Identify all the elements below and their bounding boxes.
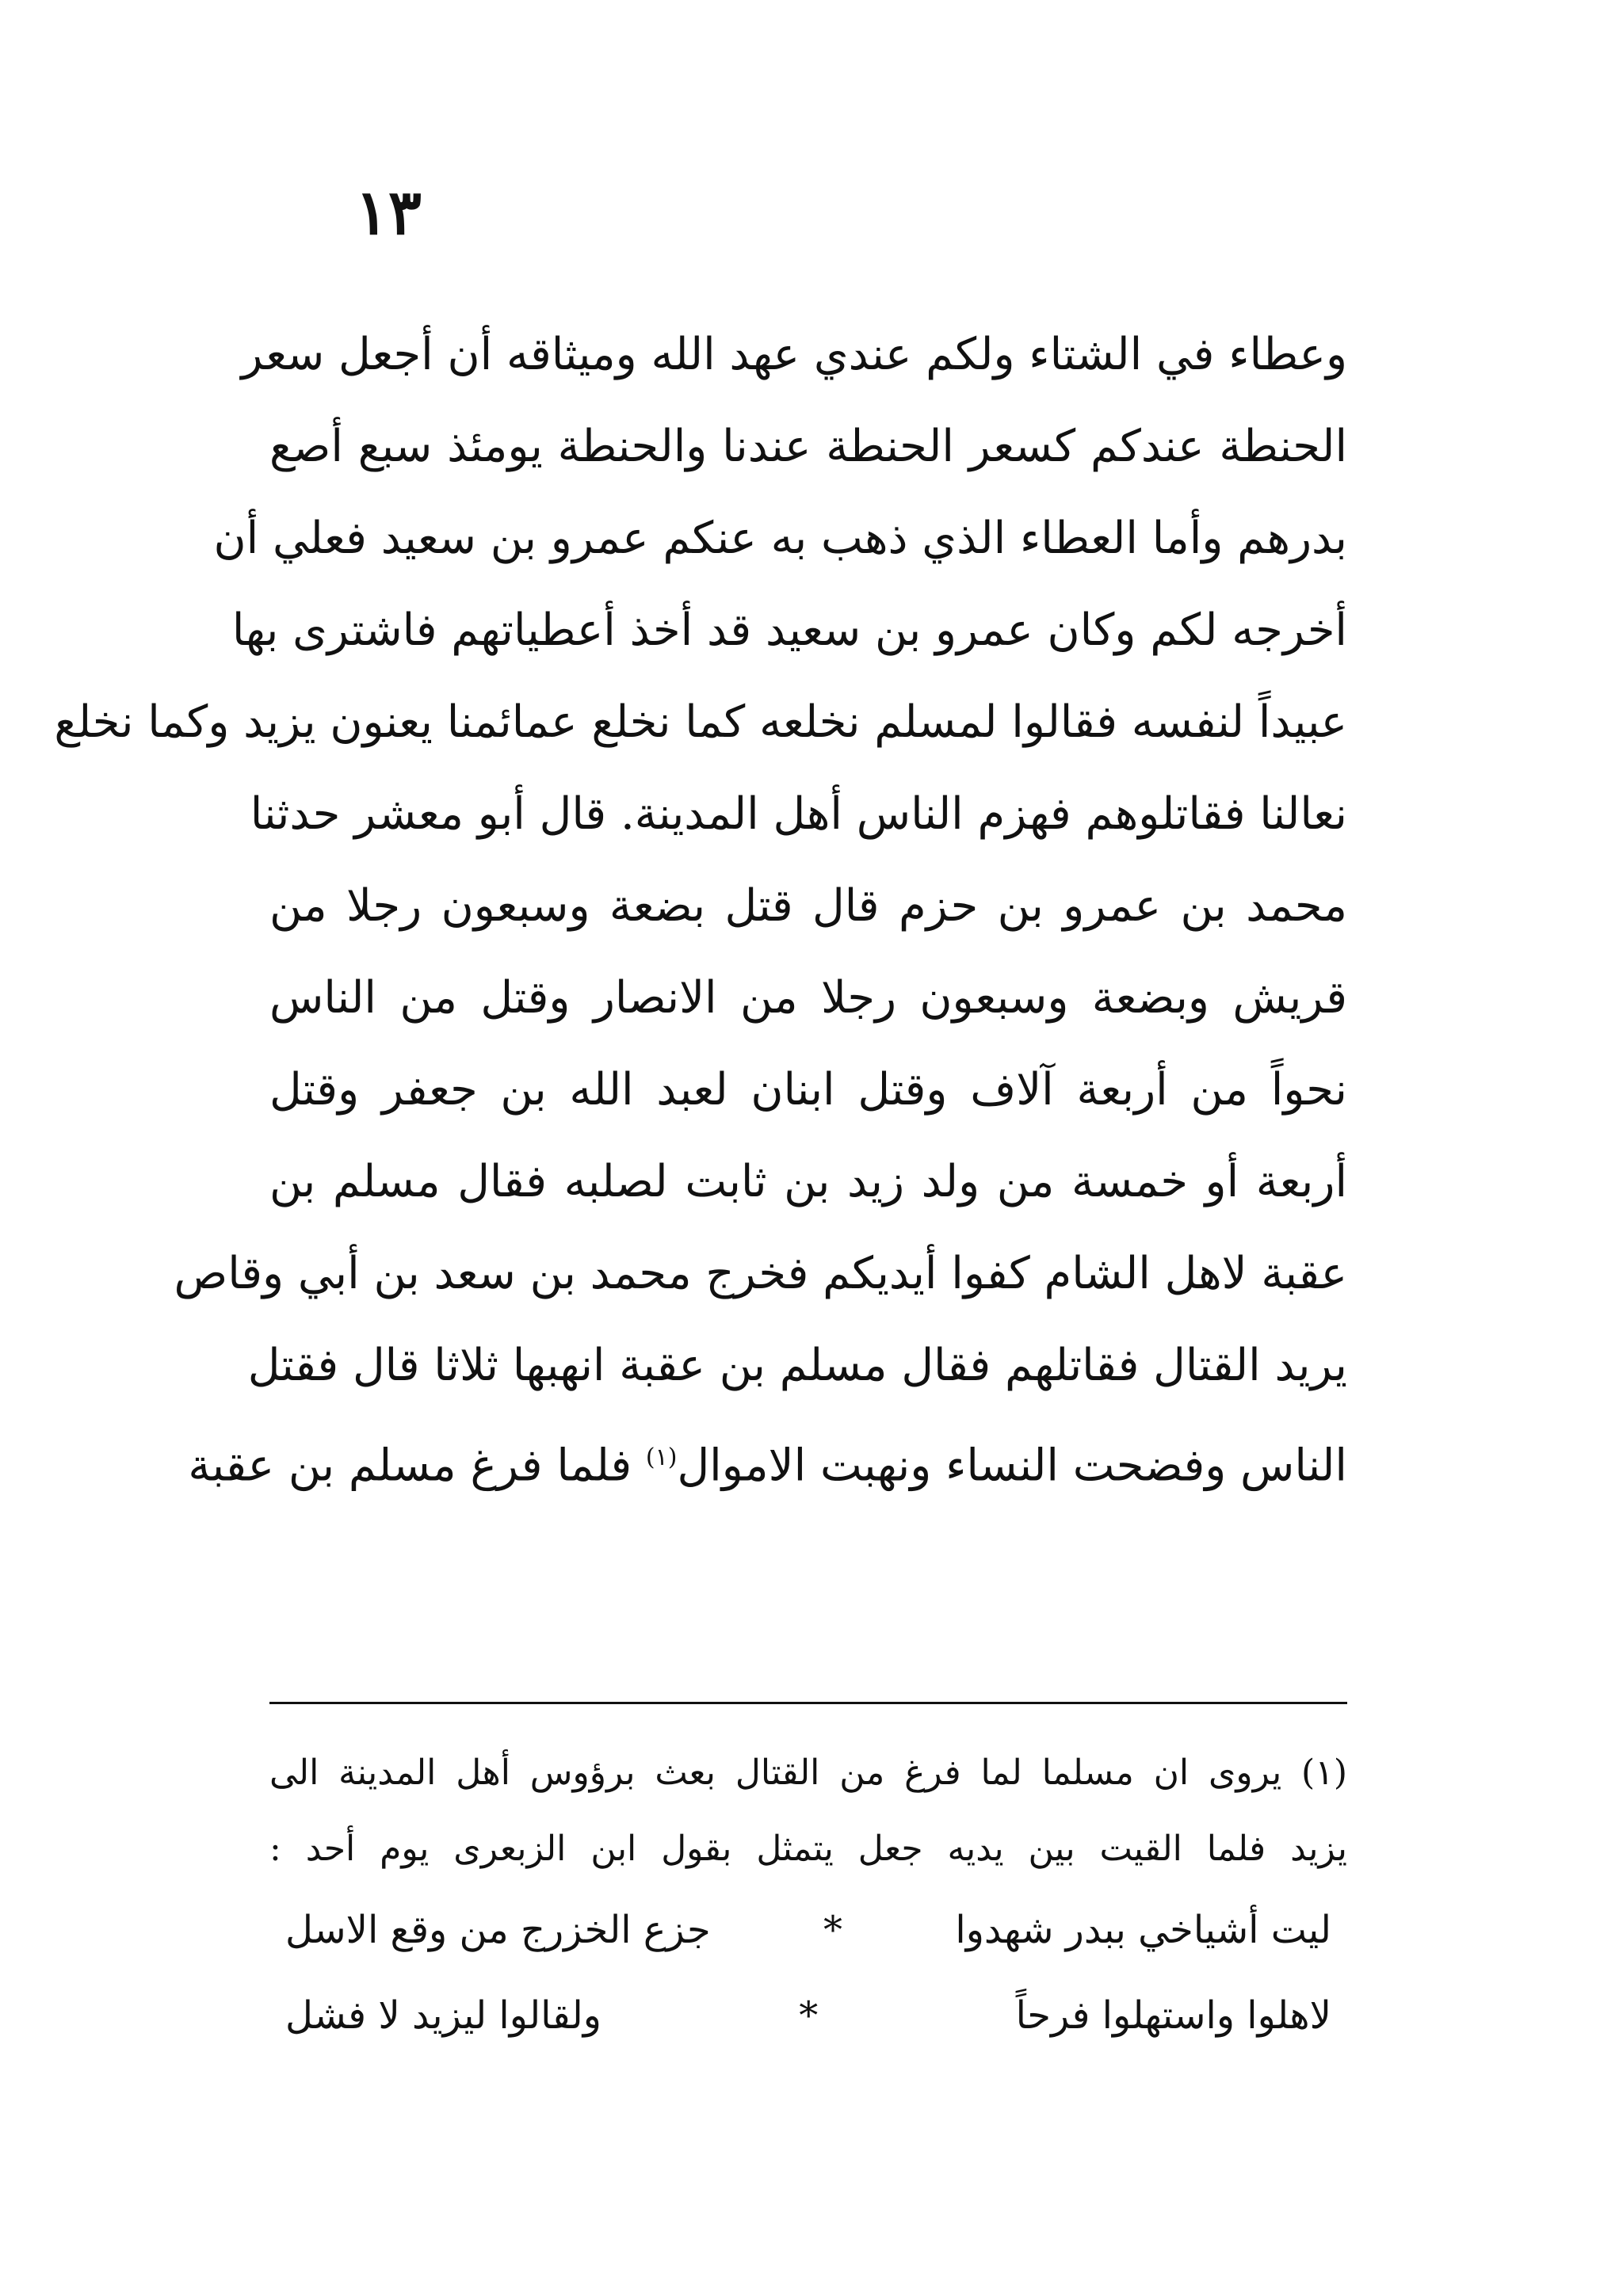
body-line-tail: فلما فرغ مسلم بن عقبة: [188, 1440, 632, 1492]
body-line: وعطاء في الشتاء ولكم عندي عهد الله وميثاقه أن أجعل سعر: [241, 329, 1347, 380]
body-line-last: [188, 1412, 1347, 1504]
verse-first-hemistich: لاهلوا واستهلوا فرحاً: [1015, 1993, 1331, 2038]
footnote-divider: [269, 1702, 1347, 1704]
verse-first-hemistich: ليت أشياخي ببدر شهدوا: [955, 1908, 1331, 1952]
body-line-text: الناس وفضحت النساء ونهبت الاموال: [677, 1440, 1347, 1492]
footnote-marker: (١): [645, 1444, 678, 1471]
verse-separator: *: [799, 1993, 819, 2038]
verse-second-hemistich: ولقالوا ليزيد لا فشل: [285, 1993, 601, 2038]
body-line: نحواً من أربعة آلاف وقتل ابنان لعبد الله بن جعفر وقتل: [269, 1064, 1347, 1116]
body-line: محمد بن عمرو بن حزم قال قتل بضعة وسبعون رجلا من: [269, 880, 1347, 932]
footnote-line: (١) يروى ان مسلما لما فرغ من القتال بعث برؤوس أهل المدينة الى: [269, 1753, 1347, 1793]
body-line: الحنطة عندكم كسعر الحنطة عندنا والحنطة يومئذ سبع أصع: [269, 421, 1347, 472]
verse-second-hemistich: جزع الخزرج من وقع الاسل: [285, 1908, 711, 1952]
footnote-line: يزيد فلما القيت بين يديه جعل يتمثل بقول ابن الزبعرى يوم أحد :: [269, 1829, 1347, 1869]
body-line: بدرهم وأما العطاء الذي ذهب به عنكم عمرو بن سعيد فعلي أن: [213, 513, 1347, 564]
verse-line: [269, 1973, 1347, 2058]
page-number: ١٣: [355, 177, 422, 249]
body-line: عقبة لاهل الشام كفوا أيديكم فخرج محمد بن سعد بن أبي وقاص: [174, 1248, 1347, 1299]
body-text: [54, 309, 1347, 1504]
footnote: [269, 1735, 1347, 2058]
verse-separator: *: [823, 1908, 842, 1952]
body-line: أربعة أو خمسة من ولد زيد بن ثابت لصلبه فقال مسلم بن: [269, 1156, 1347, 1207]
verse-line: [269, 1887, 1347, 1973]
body-line: نعالنا فقاتلوهم فهزم الناس أهل المدينة. قال أبو معشر حدثنا: [250, 788, 1347, 840]
body-line: عبيداً لنفسه فقالوا لمسلم نخلعه كما نخلع عمائمنا يعنون يزيد وكما نخلع: [54, 696, 1347, 748]
body-line: يريد القتال فقاتلهم فقال مسلم بن عقبة انهبها ثلاثا قال فقتل: [247, 1340, 1347, 1391]
body-line: أخرجه لكم وكان عمرو بن سعيد قد أخذ أعطياتهم فاشترى بها: [231, 605, 1347, 656]
body-line: قريش وبضعة وسبعون رجلا من الانصار وقتل من الناس: [269, 972, 1347, 1024]
